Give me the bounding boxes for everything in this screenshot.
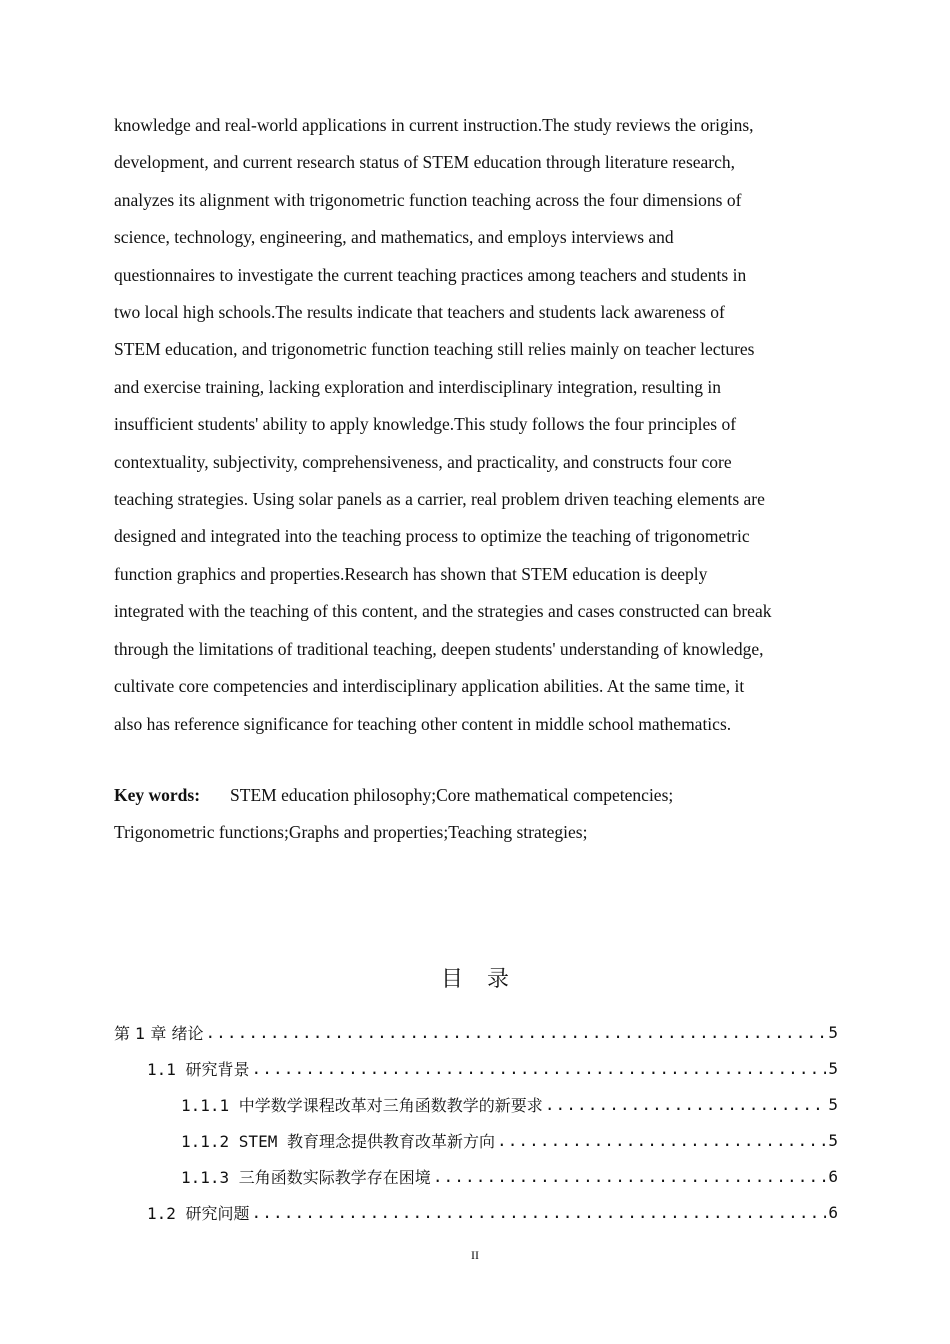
abstract-line: also has reference significance for teaching other content in middle school mathematics. <box>114 713 732 734</box>
abstract-line: knowledge and real-world applications in current instruction.The study reviews the origins, <box>114 115 754 135</box>
abstract-line: insufficient students' ability to apply knowledge.This study follows the four principles of <box>114 414 737 435</box>
toc-entry[interactable] <box>114 1086 838 1122</box>
toc-entry-title: 1.1.2 STEM 教育理念提供教育改革新方向 <box>181 1131 495 1151</box>
keywords-text-1: STEM education philosophy;Core mathematical competencies; <box>230 785 674 805</box>
abstract-line: designed and integrated into the teaching process to optimize the teaching of trigonometric <box>114 526 750 547</box>
toc-title: 目录 <box>440 967 533 992</box>
abstract-line: two local high schools.The results indicate that teachers and students lack awareness of <box>114 302 725 323</box>
keywords-line-1 <box>114 777 836 814</box>
toc-entry-title: 1.1.3 三角函数实际教学存在困境 <box>181 1167 431 1187</box>
toc-entry-page: 5 <box>828 1094 838 1114</box>
page-number: II <box>471 1248 479 1262</box>
toc-entry-page: 5 <box>828 1022 838 1042</box>
toc-entry-title: 第 1 章 绪论 <box>114 1023 204 1043</box>
toc-leader-dots <box>205 1023 826 1042</box>
toc-entry-title: 1.2 研究问题 <box>147 1203 250 1223</box>
toc-entry-page: 6 <box>828 1202 838 1222</box>
toc-entry-page: 5 <box>828 1058 838 1078</box>
toc-entry[interactable] <box>114 1122 838 1158</box>
abstract-line: development, and current research status of STEM education through literature research, <box>114 152 736 173</box>
toc-entry-page: 5 <box>828 1130 838 1150</box>
abstract-line: science, technology, engineering, and mathematics, and employs interviews and <box>114 227 674 248</box>
toc-entry-title: 1.1.1 中学数学课程改革对三角函数教学的新要求 <box>181 1095 543 1115</box>
abstract-line: questionnaires to investigate the current teaching practices among teachers and students in <box>114 264 747 285</box>
abstract-line: analyzes its alignment with trigonometric function teaching across the four dimensions of <box>114 189 742 210</box>
abstract-line: and exercise training, lacking exploration and interdisciplinary integration, resulting in <box>114 376 721 397</box>
abstract-line: contextuality, subjectivity, comprehensiveness, and practicality, and constructs four core <box>114 451 732 472</box>
abstract-line: function graphics and properties.Research has shown that STEM education is deeply <box>114 563 708 584</box>
toc-leader-dots <box>252 1059 827 1078</box>
toc-leader-dots <box>433 1167 827 1186</box>
keywords-section <box>114 777 836 852</box>
toc-entry[interactable] <box>114 1014 838 1050</box>
abstract-line: integrated with the teaching of this content, and the strategies and cases constructed can break <box>114 601 772 622</box>
toc-entry-page: 6 <box>828 1166 838 1186</box>
abstract-line: STEM education, and trigonometric function teaching still relies mainly on teacher lectures <box>114 339 755 360</box>
toc-leader-dots <box>497 1131 826 1150</box>
toc-leader-dots <box>252 1203 827 1222</box>
abstract-line: teaching strategies. Using solar panels as a carrier, real problem driven teaching elements are <box>114 489 765 510</box>
toc-entry-title: 1.1 研究背景 <box>147 1059 250 1079</box>
toc-entry[interactable] <box>114 1050 838 1086</box>
abstract-line: through the limitations of traditional teaching, deepen students' understanding of knowledge, <box>114 638 764 659</box>
abstract-body <box>114 107 836 743</box>
toc-entry[interactable] <box>114 1194 838 1230</box>
toc-leader-dots <box>545 1095 827 1114</box>
keywords-text-2: Trigonometric functions;Graphs and properties;Teaching strategies; <box>114 822 588 843</box>
toc-entry[interactable] <box>114 1158 838 1194</box>
table-of-contents <box>114 1014 838 1230</box>
keywords-label: Key words: <box>114 785 201 805</box>
abstract-line: cultivate core competencies and interdisciplinary application abilities. At the same time, it <box>114 676 745 697</box>
